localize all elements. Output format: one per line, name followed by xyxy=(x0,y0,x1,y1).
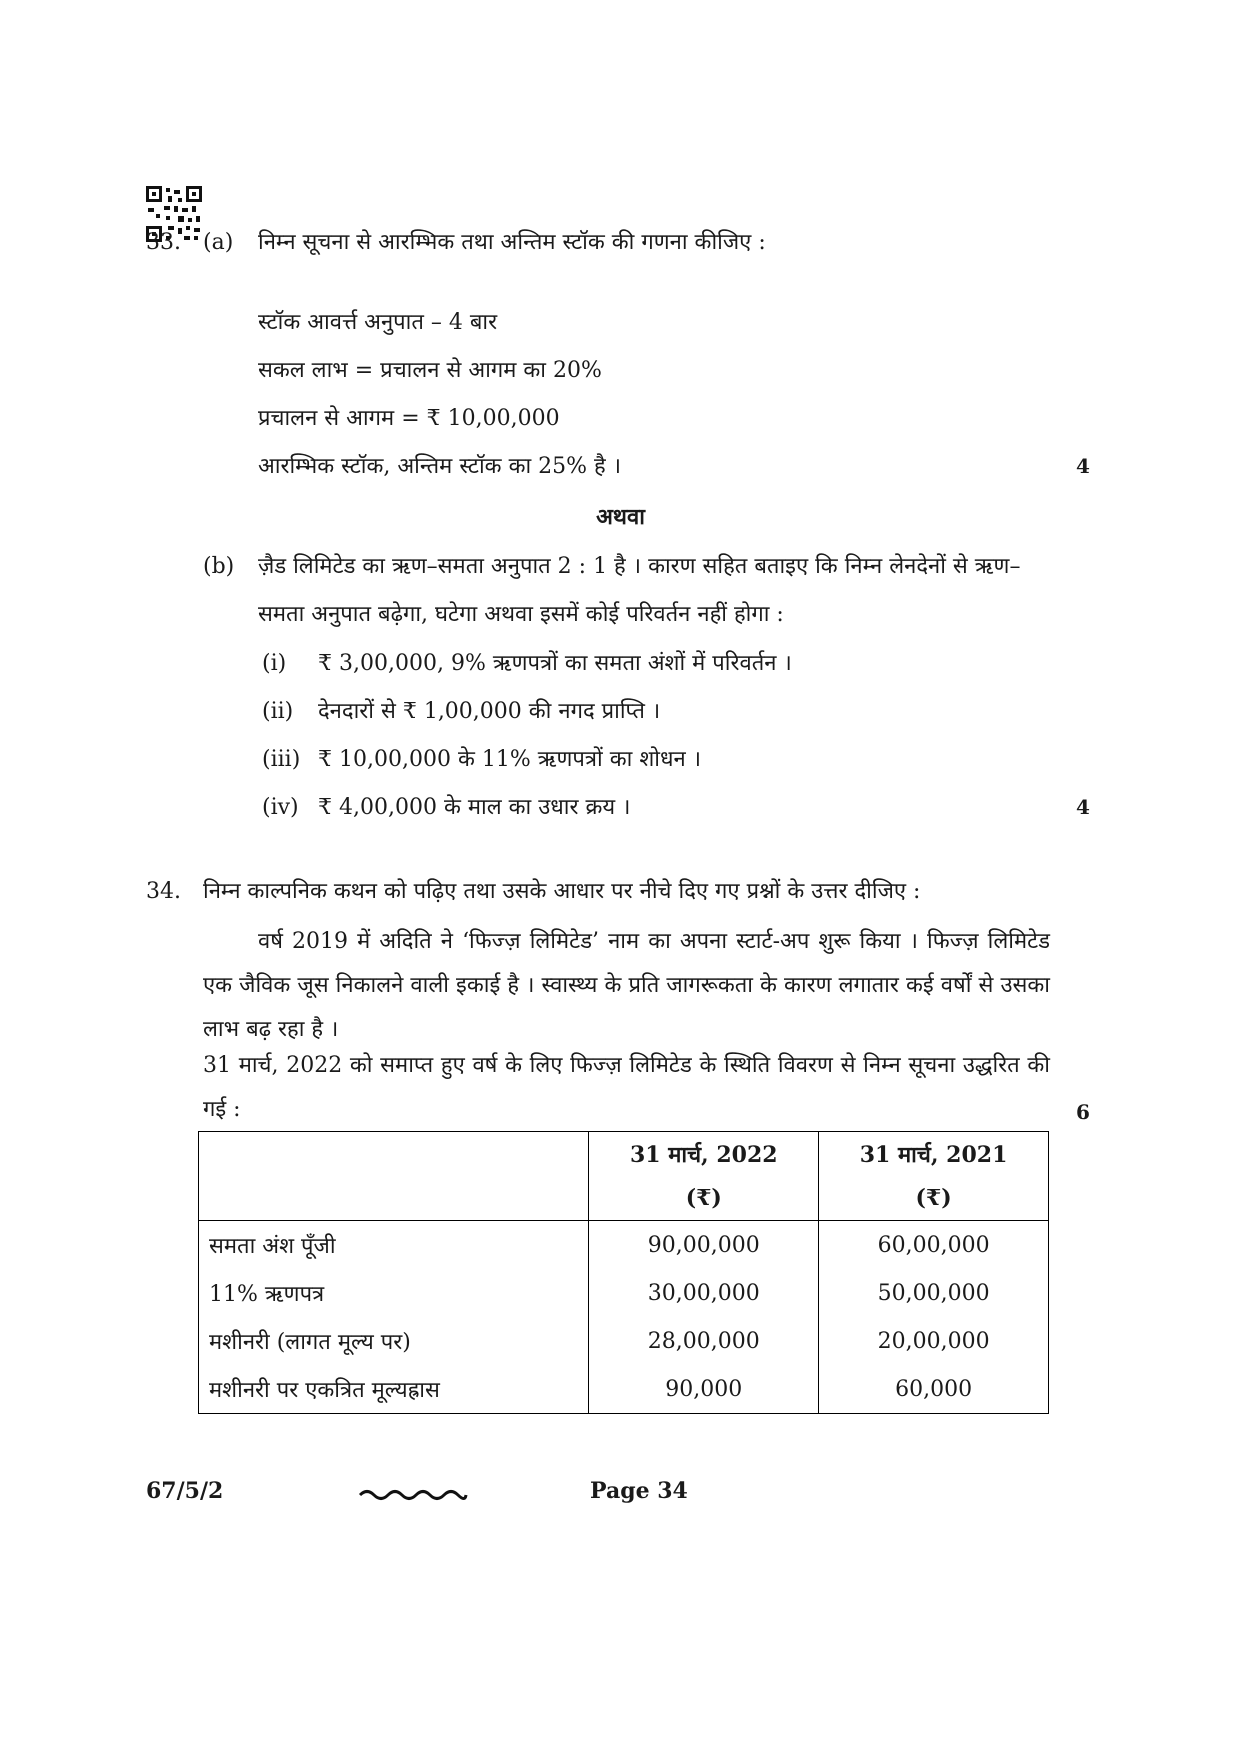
row-value-2022: 28,00,000 xyxy=(589,1317,819,1365)
table-row xyxy=(199,1317,1049,1365)
row-value-2022: 90,000 xyxy=(589,1365,819,1414)
table-header-2021: 31 मार्च, 2021 xyxy=(819,1132,1049,1177)
q33-b-intro-line2: समता अनुपात बढ़ेगा, घटेगा अथवा इसमें कोई परिवर्तन नहीं होगा : xyxy=(258,602,784,627)
table-currency-2022: (₹) xyxy=(589,1176,819,1221)
table-row xyxy=(199,1365,1049,1414)
q33-b-item-text: देनदारों से ₹ 1,00,000 की नगद प्राप्ति । xyxy=(318,699,661,724)
table-header-2022: 31 मार्च, 2022 xyxy=(589,1132,819,1177)
q33-b-item-text: ₹ 3,00,000, 9% ऋणपत्रों का समता अंशों में परिवर्तन । xyxy=(318,651,792,676)
q33-b-item-text: ₹ 10,00,000 के 11% ऋणपत्रों का शोधन । xyxy=(318,747,702,772)
table-row xyxy=(199,1269,1049,1317)
q34-number: 34. xyxy=(146,879,181,904)
q33-b-item-label: (ii) xyxy=(262,699,294,724)
q33-a-intro: निम्न सूचना से आरम्भिक तथा अन्तिम स्टॉक की गणना कीजिए : xyxy=(258,230,766,255)
page-number: Page 34 xyxy=(590,1478,688,1504)
q33-b-marks: 4 xyxy=(1076,795,1090,819)
q33-a-line: आरम्भिक स्टॉक, अन्तिम स्टॉक का 25% है । xyxy=(258,454,622,479)
q34-paragraph-1: वर्ष 2019 में अदिति ने ‘फिज्ज़ लिमिटेड’ नाम का अपना स्टार्ट-अप शुरू किया । फिज्ज़ लिमिटेड एक जैविक जूस निकालने वाली इकाई है । स्वास्थ्य के प्रति जागरूकता के कारण लगातार कई वर्षों से उसका लाभ बढ़ रहा है । xyxy=(203,929,1050,1042)
q33-b-item-label: (i) xyxy=(262,651,287,676)
row-value-2021: 60,00,000 xyxy=(819,1221,1049,1270)
table-currency-2021: (₹) xyxy=(819,1176,1049,1221)
q34-intro: निम्न काल्पनिक कथन को पढ़िए तथा उसके आधार पर नीचे दिए गए प्रश्नों के उत्तर दीजिए : xyxy=(203,879,921,904)
row-value-2021: 20,00,000 xyxy=(819,1317,1049,1365)
row-value-2021: 60,000 xyxy=(819,1365,1049,1414)
q33-b-intro-line1: ज़ैड लिमिटेड का ऋण–समता अनुपात 2 : 1 है । कारण सहित बताइए कि निम्न लेनदेनों से ऋण– xyxy=(258,554,1021,579)
q33-a-line: स्टॉक आवर्त्त अनुपात – 4 बार xyxy=(258,310,498,335)
table-header-blank xyxy=(199,1132,589,1221)
q33-b-item-label: (iii) xyxy=(262,747,301,772)
q33-a-label: (a) xyxy=(203,230,234,255)
row-value-2022: 90,00,000 xyxy=(589,1221,819,1270)
wave-ornament-icon xyxy=(358,1486,468,1504)
q33-a-marks: 4 xyxy=(1076,454,1090,478)
q34-marks: 6 xyxy=(1076,1100,1090,1124)
row-value-2022: 30,00,000 xyxy=(589,1269,819,1317)
q33-b-label: (b) xyxy=(203,554,235,579)
balance-sheet-table xyxy=(198,1131,1049,1414)
row-label: मशीनरी (लागत मूल्य पर) xyxy=(199,1317,589,1365)
q33-b-item-text: ₹ 4,00,000 के माल का उधार क्रय । xyxy=(318,795,631,820)
row-label: मशीनरी पर एकत्रित मूल्यह्रास xyxy=(199,1365,589,1414)
q33-a-line: प्रचालन से आगम = ₹ 10,00,000 xyxy=(258,406,560,431)
row-label: 11% ऋणपत्र xyxy=(199,1269,589,1317)
paper-code: 67/5/2 xyxy=(146,1478,224,1504)
q33-a-line: सकल लाभ = प्रचालन से आगम का 20% xyxy=(258,358,602,383)
or-separator: अथवा xyxy=(596,504,645,530)
q34-paragraph-2: 31 मार्च, 2022 को समाप्त हुए वर्ष के लिए फिज्ज़ लिमिटेड के स्थिति विवरण से निम्न सूचना उद्धरित की गई : xyxy=(203,1053,1050,1122)
row-value-2021: 50,00,000 xyxy=(819,1269,1049,1317)
q33-number: 33. xyxy=(146,230,181,255)
table-row xyxy=(199,1221,1049,1270)
q33-b-item-label: (iv) xyxy=(262,795,299,820)
row-label: समता अंश पूँजी xyxy=(199,1221,589,1270)
